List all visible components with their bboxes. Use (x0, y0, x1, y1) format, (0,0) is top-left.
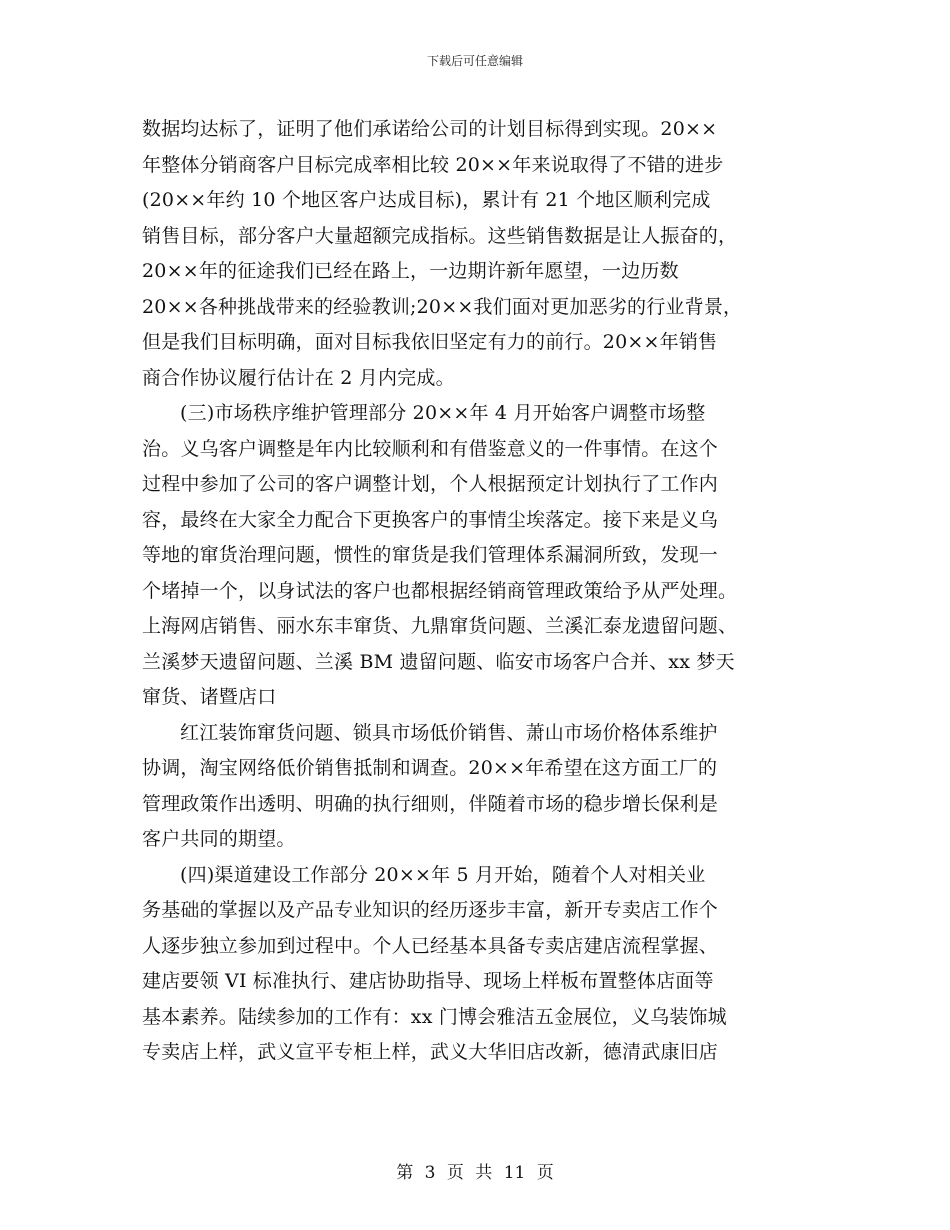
text-line: 协调，淘宝网络低价销售抵制和调查。20××年希望在这方面工厂的 (142, 757, 718, 779)
text-line: 务基础的掌握以及产品专业知识的经历逐步丰富，新开专卖店工作个 (142, 899, 719, 921)
text-line: 专卖店上样，武义宣平专柜上样，武义大华旧店改新，德清武康旧店 (142, 1041, 719, 1063)
text-line: 过程中参加了公司的客户调整计划，个人根据预定计划执行了工作内 (142, 473, 719, 495)
text-line: 20××各种挑战带来的经验教训;20××我们面对更加恶劣的行业背景， (142, 295, 743, 318)
text-line: (三)市场秩序维护管理部分 20××年 4 月开始客户调整市场整 (180, 402, 706, 424)
text-line: (四)渠道建设工作部分 20××年 5 月开始，随着个人对相关业 (180, 863, 706, 886)
text-line: 上海网店销售、丽水东丰窜货、九鼎窜货问题、兰溪汇泰龙遗留问题、 (142, 615, 738, 637)
text-line: 红江装饰窜货问题、锁具市场低价销售、萧山市场价格体系维护 (180, 721, 718, 744)
text-line: 建店要领 VI 标准执行、建店协助指导、现场上样板布置整体店面等 (142, 970, 714, 992)
text-line: 客户共同的期望。 (142, 828, 296, 850)
text-line: 但是我们目标明确，面对目标我依旧坚定有力的前行。20××年销售 (142, 331, 718, 353)
text-line: 管理政策作出透明、明确的执行细则，伴随着市场的稳步增长保利是 (142, 792, 719, 815)
text-line: 治。义乌客户调整是年内比较顺利和有借鉴意义的一件事情。在这个 (142, 437, 719, 460)
document-body (142, 112, 822, 1071)
text-line: 兰溪梦天遗留问题、兰溪 BM 遗留问题、临安市场客户合并、xx 梦天 (142, 650, 735, 673)
text-line: 基本素养。陆续参加的工作有：xx 门博会雅洁五金展位，义乌装饰城 (142, 1005, 727, 1028)
text-line: 等地的窜货治理问题，惯性的窜货是我们管理体系漏洞所致，发现一 (142, 544, 719, 566)
text-line: 窜货、诸暨店口 (142, 686, 277, 708)
text-line: 数据均达标了，证明了他们承诺给公司的计划目标得到实现。20×× (142, 118, 718, 140)
text-line: 人逐步独立参加到过程中。个人已经基本具备专卖店建店流程掌握、 (142, 934, 719, 957)
page-footer: 第 3 页 共 11 页 (396, 1163, 554, 1183)
text-line: 销售目标，部分客户大量超额完成指标。这些销售数据是让人振奋的， (142, 224, 738, 247)
text-line: 年整体分销商客户目标完成率相比较 20××年来说取得了不错的进步 (142, 153, 724, 176)
text-line: (20××年约 10 个地区客户达成目标)，累计有 21 个地区顺利完成 (142, 189, 711, 211)
text-line: 商合作协议履行估计在 2 月内完成。 (142, 366, 455, 389)
text-line: 容，最终在大家全力配合下更换客户的事情尘埃落定。接下来是义乌 (142, 508, 719, 531)
text-line: 20××年的征途我们已经在路上，一边期许新年愿望，一边历数 (142, 260, 679, 282)
page-header: 下载后可任意编辑 (426, 54, 523, 68)
text-line: 个堵掉一个，以身试法的客户也都根据经销商管理政策给予从严处理。 (142, 579, 738, 602)
